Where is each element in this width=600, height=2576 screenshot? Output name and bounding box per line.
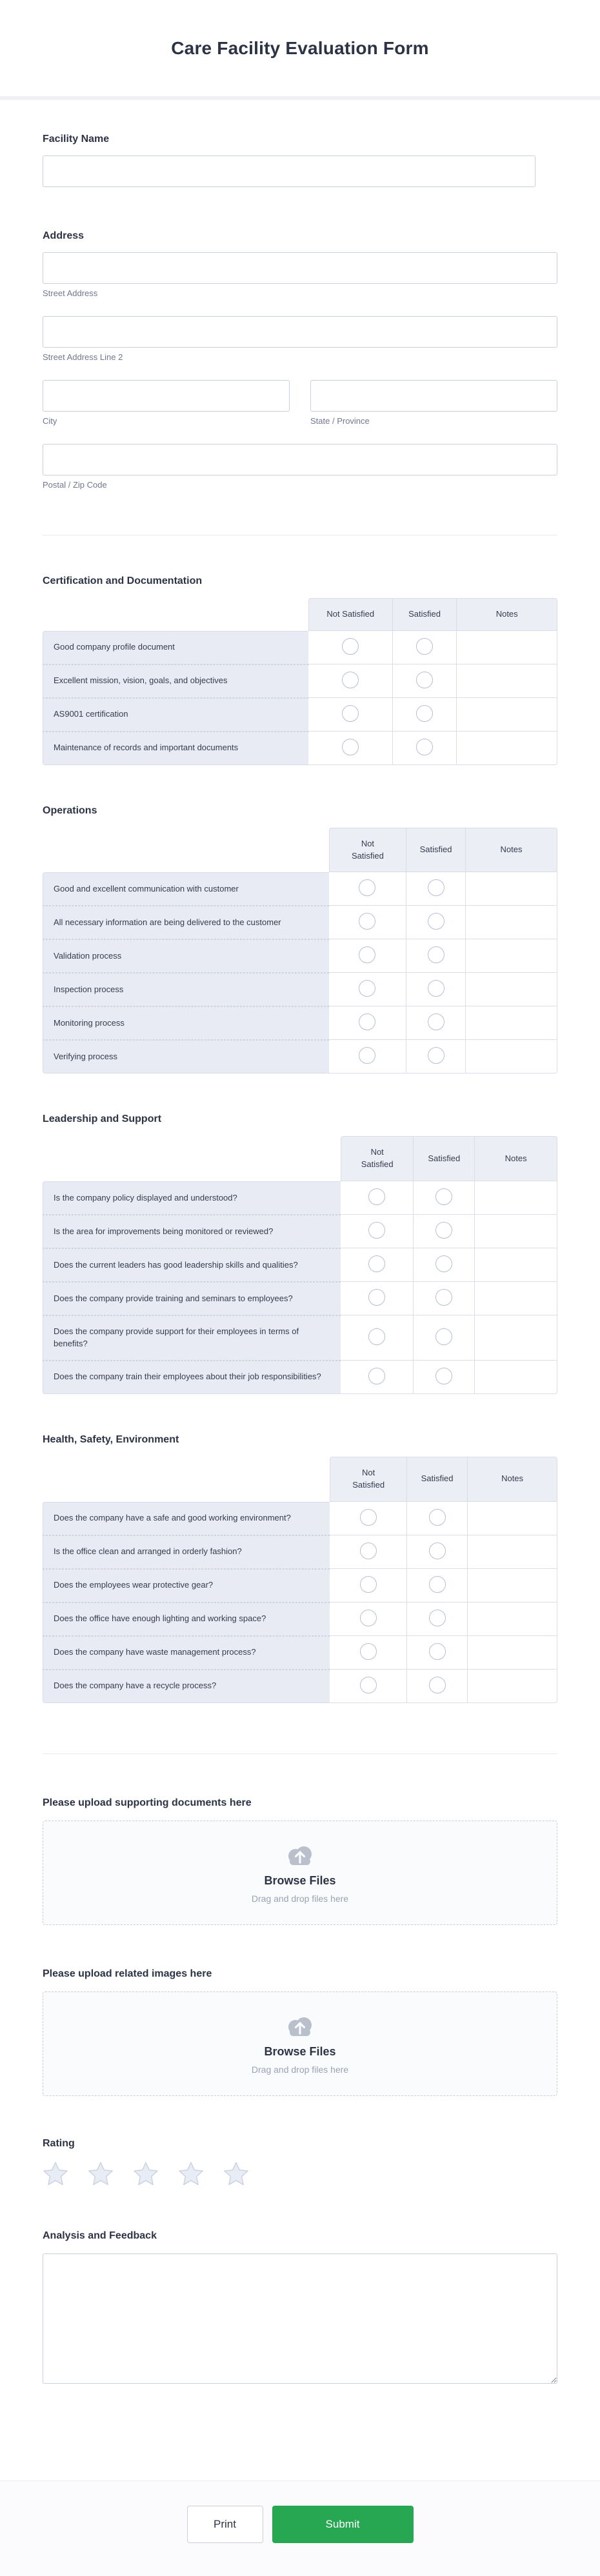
- matrix-corner-spacer: [43, 1136, 341, 1181]
- radio-satisfied[interactable]: [435, 1255, 452, 1272]
- street-address-input[interactable]: [43, 252, 557, 284]
- city-input[interactable]: [43, 380, 290, 412]
- matrix-header-label: Not Satisfied: [361, 1147, 394, 1170]
- matrix-header-satisfied: [393, 598, 457, 631]
- matrix-row-label: Does the company provide support for their employees in terms of benefits?: [43, 1315, 341, 1361]
- rating-star-2[interactable]: [88, 2161, 114, 2187]
- radio-satisfied[interactable]: [429, 1543, 446, 1559]
- matrix-row-label: Verifying process: [43, 1040, 329, 1073]
- upload-dropzone[interactable]: [43, 1992, 557, 2096]
- notes-input-cell[interactable]: [475, 1181, 557, 1215]
- matrix-cell-not-satisfied: [330, 1502, 407, 1535]
- matrix-cell-satisfied: [407, 1569, 468, 1603]
- matrix-header-label: Notes: [495, 608, 518, 619]
- matrix-row-label: Is the area for improvements being monitored or reviewed?: [43, 1215, 341, 1248]
- matrix-corner-spacer: [43, 1457, 330, 1502]
- radio-satisfied[interactable]: [428, 980, 445, 997]
- notes-input-cell[interactable]: [468, 1535, 557, 1569]
- matrix-cell-not-satisfied: [329, 973, 406, 1006]
- page-title: Care Facility Evaluation Form: [171, 37, 429, 58]
- notes-input-cell[interactable]: [468, 1502, 557, 1535]
- matrix-cell-satisfied: [414, 1248, 475, 1282]
- feedback-field: [43, 2228, 557, 2387]
- radio-satisfied[interactable]: [429, 1509, 446, 1526]
- matrix-row: [43, 1636, 557, 1670]
- matrix-row-label: Excellent mission, vision, goals, and objectives: [43, 664, 308, 698]
- radio-not-satisfied[interactable]: [359, 1013, 375, 1030]
- radio-satisfied[interactable]: [435, 1289, 452, 1306]
- matrix-row-label: Is the company policy displayed and understood?: [43, 1181, 341, 1215]
- radio-satisfied[interactable]: [435, 1188, 452, 1205]
- matrix-row-label: AS9001 certification: [43, 698, 308, 732]
- matrix-cell-satisfied: [393, 631, 457, 664]
- matrix-header-not-satisfied: [329, 828, 406, 873]
- radio-satisfied[interactable]: [416, 739, 433, 755]
- address-field: [43, 228, 557, 491]
- radio-satisfied[interactable]: [435, 1328, 452, 1345]
- matrix-cell-not-satisfied: [308, 732, 393, 765]
- postal-code-input[interactable]: [43, 444, 557, 475]
- matrix-row-label: Does the company have a recycle process?: [43, 1670, 330, 1703]
- matrix-cell-not-satisfied: [330, 1603, 407, 1636]
- radio-not-satisfied[interactable]: [360, 1509, 377, 1526]
- matrix-cell-satisfied: [414, 1282, 475, 1315]
- matrix-header-satisfied: [406, 828, 466, 873]
- radio-satisfied[interactable]: [429, 1610, 446, 1626]
- matrix-row: [43, 1248, 557, 1282]
- matrix-row: [43, 1603, 557, 1636]
- notes-input-cell[interactable]: [466, 1040, 557, 1073]
- matrix-cell-not-satisfied: [329, 1040, 406, 1073]
- matrix-row: [43, 939, 557, 973]
- matrix-row: [43, 631, 557, 664]
- cloud-upload-icon: [285, 1842, 315, 1868]
- matrix-cell-satisfied: [406, 1006, 466, 1040]
- radio-satisfied[interactable]: [429, 1576, 446, 1593]
- matrix-row-label: Monitoring process: [43, 1006, 329, 1040]
- matrix-header-satisfied: [407, 1457, 468, 1502]
- matrix-cell-not-satisfied: [308, 664, 393, 698]
- radio-not-satisfied[interactable]: [342, 705, 359, 722]
- evaluation-matrix-table: [43, 598, 557, 765]
- matrix-section-3: [43, 1113, 557, 1393]
- radio-not-satisfied[interactable]: [360, 1643, 377, 1660]
- matrix-cell-satisfied: [406, 872, 466, 906]
- radio-not-satisfied[interactable]: [368, 1328, 385, 1345]
- matrix-header-label: Notes: [505, 1153, 527, 1163]
- radio-not-satisfied[interactable]: [360, 1543, 377, 1559]
- notes-input-cell[interactable]: [466, 872, 557, 906]
- radio-satisfied[interactable]: [428, 1013, 445, 1030]
- star-rating: [43, 2161, 557, 2187]
- matrix-title: Operations: [43, 804, 97, 816]
- matrix-row: [43, 1315, 557, 1361]
- radio-satisfied[interactable]: [416, 705, 433, 722]
- matrix-header-label: Satisfied: [419, 844, 452, 855]
- radio-satisfied[interactable]: [416, 672, 433, 688]
- notes-input-cell[interactable]: [475, 1248, 557, 1282]
- matrix-cell-not-satisfied: [341, 1215, 414, 1248]
- radio-not-satisfied[interactable]: [359, 913, 375, 930]
- matrix-row: [43, 732, 557, 765]
- state-province-sublabel: State / Province: [310, 416, 370, 426]
- matrix-cell-not-satisfied: [330, 1569, 407, 1603]
- matrix-row-label: Does the company have a safe and good working environment?: [43, 1502, 330, 1535]
- radio-not-satisfied[interactable]: [368, 1289, 385, 1306]
- address-label: Address: [43, 230, 85, 242]
- matrix-section-4: [43, 1434, 557, 1703]
- matrix-row: [43, 1040, 557, 1073]
- rating-star-5[interactable]: [223, 2161, 249, 2187]
- matrix-row-label: Does the company have waste management process?: [43, 1636, 330, 1670]
- matrix-cell-not-satisfied: [329, 906, 406, 939]
- matrix-row-label: Does the employees wear protective gear?: [43, 1569, 330, 1603]
- radio-satisfied[interactable]: [429, 1643, 446, 1660]
- radio-not-satisfied[interactable]: [359, 980, 375, 997]
- radio-satisfied[interactable]: [416, 638, 433, 655]
- form-body: [0, 100, 600, 2406]
- cloud-upload-icon: [285, 2013, 315, 2039]
- matrix-cell-not-satisfied: [341, 1282, 414, 1315]
- rating-field: [43, 2136, 557, 2187]
- postal-code-sublabel: Postal / Zip Code: [43, 480, 107, 490]
- matrix-row-label: Does the office have enough lighting and working space?: [43, 1603, 330, 1636]
- matrix-cell-satisfied: [393, 664, 457, 698]
- matrix-header-notes: [457, 598, 557, 631]
- matrix-cell-satisfied: [406, 939, 466, 973]
- matrix-corner-spacer: [43, 598, 308, 631]
- matrix-row: [43, 1361, 557, 1394]
- matrix-row: [43, 1670, 557, 1703]
- browse-files-label[interactable]: Browse Files: [264, 2044, 336, 2058]
- matrix-cell-not-satisfied: [330, 1636, 407, 1670]
- radio-not-satisfied[interactable]: [360, 1677, 377, 1693]
- matrix-cell-satisfied: [407, 1502, 468, 1535]
- evaluation-matrix-table: [43, 1136, 557, 1393]
- matrix-row: [43, 664, 557, 698]
- radio-satisfied[interactable]: [428, 946, 445, 963]
- matrix-cell-not-satisfied: [330, 1670, 407, 1703]
- drag-drop-hint: Drag and drop files here: [251, 2064, 349, 2075]
- matrix-row: [43, 1181, 557, 1215]
- radio-satisfied[interactable]: [428, 879, 445, 896]
- matrix-row: [43, 1569, 557, 1603]
- notes-input-cell[interactable]: [457, 631, 557, 664]
- matrix-cell-satisfied: [407, 1636, 468, 1670]
- matrix-row: [43, 1006, 557, 1040]
- notes-input-cell[interactable]: [466, 1006, 557, 1040]
- matrix-header-label: Satisfied: [428, 1153, 461, 1163]
- matrix-cell-satisfied: [407, 1603, 468, 1636]
- matrix-cell-not-satisfied: [341, 1315, 414, 1361]
- submit-button[interactable]: Submit: [272, 2506, 414, 2543]
- matrix-cell-satisfied: [414, 1361, 475, 1394]
- matrix-header-label: Notes: [500, 844, 523, 855]
- notes-input-cell[interactable]: [457, 732, 557, 765]
- matrix-row-label: Does the company provide training and seminars to employees?: [43, 1282, 341, 1315]
- print-button[interactable]: Print: [187, 2506, 263, 2543]
- matrix-header-label: Satisfied: [408, 608, 441, 619]
- notes-input-cell[interactable]: [475, 1282, 557, 1315]
- evaluation-matrix-table: [43, 828, 557, 1074]
- matrix-header-label: Notes: [501, 1473, 524, 1484]
- notes-input-cell[interactable]: [466, 973, 557, 1006]
- facility-name-field: [43, 132, 557, 187]
- matrix-cell-satisfied: [414, 1215, 475, 1248]
- notes-input-cell[interactable]: [468, 1569, 557, 1603]
- matrix-row: [43, 1215, 557, 1248]
- notes-input-cell[interactable]: [468, 1603, 557, 1636]
- matrix-row-label: Is the office clean and arranged in orderly fashion?: [43, 1535, 330, 1569]
- radio-not-satisfied[interactable]: [342, 638, 359, 655]
- matrix-header-notes: [468, 1457, 557, 1502]
- matrix-row: [43, 1535, 557, 1569]
- matrix-cell-not-satisfied: [329, 872, 406, 906]
- notes-input-cell[interactable]: [457, 664, 557, 698]
- matrix-row-label: All necessary information are being delivered to the customer: [43, 906, 329, 939]
- notes-input-cell[interactable]: [468, 1670, 557, 1703]
- matrix-cell-not-satisfied: [308, 631, 393, 664]
- radio-not-satisfied[interactable]: [359, 1047, 375, 1064]
- matrix-cell-satisfied: [406, 973, 466, 1006]
- radio-not-satisfied[interactable]: [359, 879, 375, 896]
- upload-label: Please upload supporting documents here: [43, 1797, 252, 1808]
- radio-not-satisfied[interactable]: [360, 1576, 377, 1593]
- matrix-header-not-satisfied: [308, 598, 393, 631]
- matrix-row-label: Good company profile document: [43, 631, 308, 664]
- matrix-row-label: Inspection process: [43, 973, 329, 1006]
- matrix-corner-spacer: [43, 828, 329, 873]
- matrix-header-label: Satisfied: [421, 1473, 454, 1484]
- matrix-cell-satisfied: [414, 1181, 475, 1215]
- upload-label: Please upload related images here: [43, 1968, 212, 1979]
- rating-star-3[interactable]: [133, 2161, 159, 2187]
- matrix-header-label: Not Satisfied: [326, 608, 375, 619]
- matrix-header-not-satisfied: [330, 1457, 407, 1502]
- radio-not-satisfied[interactable]: [342, 739, 359, 755]
- matrix-row-label: Validation process: [43, 939, 329, 973]
- radio-not-satisfied[interactable]: [359, 946, 375, 963]
- matrix-row: [43, 906, 557, 939]
- matrix-header-notes: [466, 828, 557, 873]
- matrix-row: [43, 698, 557, 732]
- radio-not-satisfied[interactable]: [368, 1368, 385, 1384]
- upload-field-2: [43, 1966, 557, 2096]
- browse-files-label[interactable]: Browse Files: [264, 1873, 336, 1887]
- matrix-section-1: [43, 575, 557, 765]
- matrix-header-label: Not Satisfied: [352, 1467, 385, 1490]
- radio-satisfied[interactable]: [428, 913, 445, 930]
- matrix-title: Health, Safety, Environment: [43, 1433, 179, 1445]
- matrix-header-satisfied: [414, 1136, 475, 1181]
- matrix-cell-satisfied: [407, 1535, 468, 1569]
- matrix-cell-not-satisfied: [341, 1248, 414, 1282]
- matrix-cell-satisfied: [414, 1315, 475, 1361]
- matrix-header-notes: [475, 1136, 557, 1181]
- notes-input-cell[interactable]: [475, 1315, 557, 1361]
- matrix-section-2: [43, 805, 557, 1074]
- form-header: [0, 0, 600, 100]
- matrix-cell-not-satisfied: [329, 1006, 406, 1040]
- radio-satisfied[interactable]: [429, 1677, 446, 1693]
- radio-not-satisfied[interactable]: [360, 1610, 377, 1626]
- matrix-cell-not-satisfied: [341, 1181, 414, 1215]
- matrix-row: [43, 973, 557, 1006]
- matrix-header-not-satisfied: [341, 1136, 414, 1181]
- radio-satisfied[interactable]: [435, 1368, 452, 1384]
- matrix-row-label: Does the company train their employees about their job responsibilities?: [43, 1361, 341, 1394]
- notes-input-cell[interactable]: [457, 698, 557, 732]
- form-footer: [0, 2481, 600, 2576]
- matrix-title: Leadership and Support: [43, 1113, 162, 1125]
- facility-name-input[interactable]: [43, 155, 535, 187]
- facility-name-label: Facility Name: [43, 134, 110, 145]
- rating-star-4[interactable]: [178, 2161, 204, 2187]
- matrix-cell-satisfied: [393, 732, 457, 765]
- matrix-row-label: Maintenance of records and important documents: [43, 732, 308, 765]
- radio-satisfied[interactable]: [435, 1222, 452, 1239]
- street-address-line2-input[interactable]: [43, 316, 557, 348]
- notes-input-cell[interactable]: [468, 1636, 557, 1670]
- matrix-cell-not-satisfied: [341, 1361, 414, 1394]
- matrix-cell-satisfied: [406, 906, 466, 939]
- matrix-cell-satisfied: [393, 698, 457, 732]
- matrix-cell-satisfied: [407, 1670, 468, 1703]
- radio-not-satisfied[interactable]: [368, 1255, 385, 1272]
- city-sublabel: City: [43, 416, 57, 426]
- notes-input-cell[interactable]: [475, 1361, 557, 1394]
- section-divider: [43, 1753, 557, 1754]
- street-address-sublabel: Street Address: [43, 288, 98, 299]
- matrix-cell-satisfied: [406, 1040, 466, 1073]
- rating-star-1[interactable]: [43, 2161, 68, 2187]
- matrix-row-label: Good and excellent communication with customer: [43, 872, 329, 906]
- radio-not-satisfied[interactable]: [342, 672, 359, 688]
- matrix-cell-not-satisfied: [308, 698, 393, 732]
- radio-satisfied[interactable]: [428, 1047, 445, 1064]
- matrix-header-label: Not Satisfied: [352, 838, 384, 861]
- upload-dropzone[interactable]: [43, 1821, 557, 1925]
- drag-drop-hint: Drag and drop files here: [251, 1893, 349, 1904]
- notes-input-cell[interactable]: [475, 1215, 557, 1248]
- notes-input-cell[interactable]: [466, 906, 557, 939]
- street-address-line2-sublabel: Street Address Line 2: [43, 352, 123, 363]
- matrix-cell-not-satisfied: [329, 939, 406, 973]
- radio-not-satisfied[interactable]: [368, 1222, 385, 1239]
- state-province-input[interactable]: [310, 380, 557, 412]
- evaluation-matrix-table: [43, 1457, 557, 1703]
- matrix-row: [43, 1282, 557, 1315]
- rating-label: Rating: [43, 2137, 75, 2149]
- upload-field-1: [43, 1795, 557, 1925]
- matrix-title: Certification and Documentation: [43, 575, 203, 586]
- matrix-row: [43, 1502, 557, 1535]
- notes-input-cell[interactable]: [466, 939, 557, 973]
- matrix-row-label: Does the current leaders has good leadership skills and qualities?: [43, 1248, 341, 1282]
- feedback-label: Analysis and Feedback: [43, 2230, 157, 2242]
- feedback-textarea[interactable]: [43, 2253, 557, 2384]
- matrix-row: [43, 872, 557, 906]
- matrix-cell-not-satisfied: [330, 1535, 407, 1569]
- radio-not-satisfied[interactable]: [368, 1188, 385, 1205]
